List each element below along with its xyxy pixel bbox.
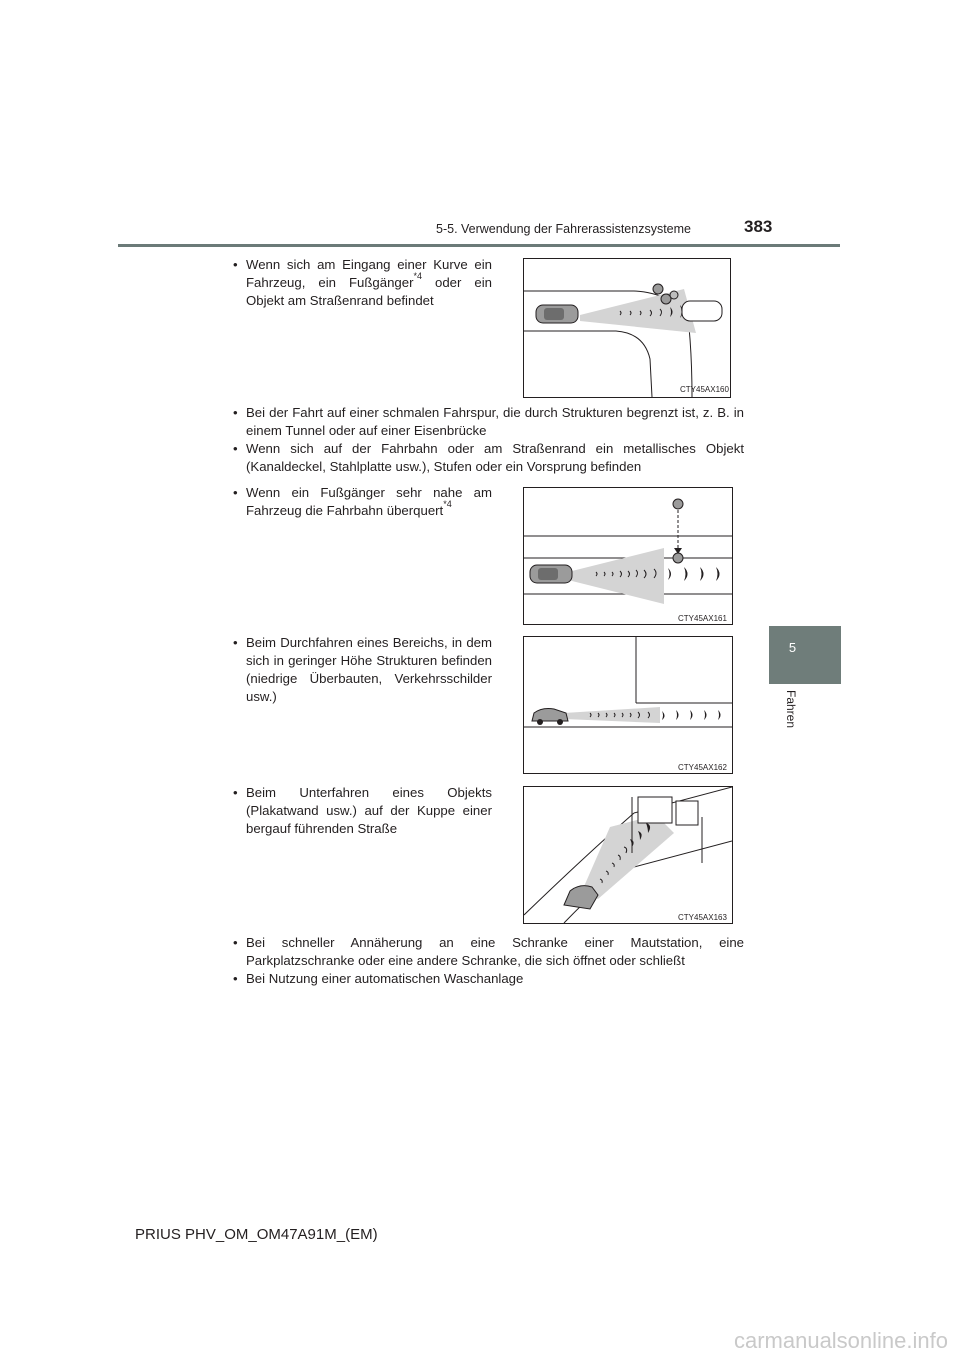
chapter-label-text: Fahren (784, 690, 798, 729)
bullet-text: Bei der Fahrt auf einer schmalen Fahrspur, die durch Strukturen begrenzt ist, z. B. in einem Tunnel oder auf einer Eisenbrücke (246, 405, 744, 438)
bullet-marker: • (233, 405, 238, 420)
figure-pedestrian (523, 487, 733, 625)
figure-curve (523, 258, 731, 398)
bullet-text: Wenn sich auf der Fahrbahn oder am Straßenrand ein metallisches Objekt (Kanaldeckel, Stahlplatte usw.), Stufen oder ein Vorsprung befinden (246, 441, 744, 474)
bullet-item (233, 440, 744, 476)
bullet-text: Beim Unterfahren eines Objekts (Plakatwand usw.) auf der Kuppe einer bergauf führenden Straße (246, 785, 492, 836)
bullet-text: Wenn ein Fußgänger sehr nahe am Fahrzeug die Fahrbahn überquert (246, 485, 492, 518)
bullet-item (233, 404, 744, 440)
figure-label: CTY45AX162 (678, 763, 727, 772)
chapter-label (776, 690, 806, 750)
curve-illustration (524, 259, 730, 397)
figure-label: CTY45AX160 (680, 385, 729, 394)
chapter-number: 5 (788, 640, 797, 655)
bullet-marker: • (233, 971, 238, 986)
section-title: 5-5. Verwendung der Fahrerassistenzsysteme (436, 222, 691, 236)
figure-label: CTY45AX163 (678, 913, 727, 922)
bullet-marker: • (233, 441, 238, 456)
bullet-text: Bei schneller Annäherung an eine Schranke einer Mautstation, eine Parkplatzschranke oder eine andere Schranke, die sich öffnet oder schließt (246, 935, 744, 968)
bullet-marker: • (233, 785, 238, 800)
bullet-text: Bei Nutzung einer automatischen Waschanlage (246, 971, 524, 986)
bullet-item (233, 970, 744, 988)
bullet-item (233, 256, 492, 310)
page-number: 383 (744, 217, 773, 236)
bullet-marker: • (233, 935, 238, 950)
bullet-marker: • (233, 635, 238, 650)
figure-billboard (523, 786, 733, 924)
bullet-marker: • (233, 485, 238, 500)
footnote-ref: *4 (413, 271, 422, 281)
header-divider (118, 244, 840, 247)
bullet-marker: • (233, 257, 238, 272)
bullet-item (233, 934, 744, 970)
chapter-tab[interactable] (769, 626, 841, 684)
bullet-item (233, 634, 492, 706)
low-structure-illustration (524, 637, 732, 773)
bullet-text: Beim Durchfahren eines Bereichs, in dem sich in geringer Höhe Strukturen befinden (niedrige Überbauten, Verkehrsschilder usw.) (246, 635, 492, 704)
watermark: carmanualsonline.info (733, 1328, 948, 1353)
figure-label: CTY45AX161 (678, 614, 727, 623)
bullet-text: Wenn sich am Eingang einer Kurve ein Fahrzeug, ein Fußgänger (246, 257, 492, 290)
bullet-item (233, 484, 492, 520)
billboard-illustration (524, 787, 732, 923)
footnote-ref: *4 (443, 499, 452, 509)
pedestrian-illustration (524, 488, 732, 624)
bullet-item (233, 784, 492, 838)
figure-low-structure (523, 636, 733, 774)
model-code: PRIUS PHV_OM_OM47A91M_(EM) (135, 1226, 378, 1243)
bullet-text-continued: oder ein Objekt am Straßenrand befindet (246, 275, 492, 308)
